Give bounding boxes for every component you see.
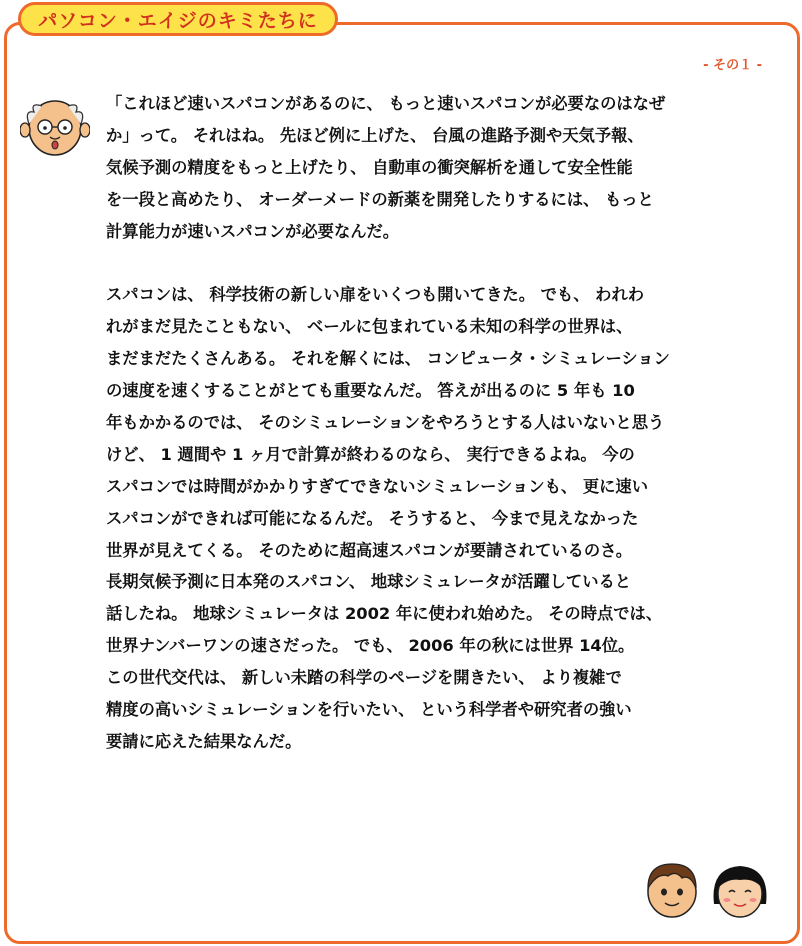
part-label: - その１ - (703, 58, 762, 73)
text-line: まだまだたくさんある。 それを解くには、 コンピュータ・シミュレーション (106, 349, 670, 369)
text-line: けど、 1 週間や 1 ヶ月で計算が終わるのなら、 実行できるよね。 今の (106, 444, 635, 464)
text-line: スパコンができれば可能になるんだ。 そうすると、 今まで見えなかった (106, 508, 639, 528)
text-line: スパコンでは時間がかかりすぎてできないシミュレーションも、 更に速い (106, 476, 648, 496)
text-line: 年もかかるのでは、 そのシミュレーションをやろうとする人はいないと思う (106, 413, 665, 433)
text-line: か」って。 それはね。 先ほど例に上げた、 台風の進路予測や天気予報、 (106, 125, 644, 145)
text-line: 世界が見えてくる。 そのために超高速スパコンが要請されているのさ。 (106, 540, 633, 560)
text-line: スパコンは、 科学技術の新しい扉をいくつも開いてきた。 でも、 われわ (106, 285, 645, 305)
text-line: れがまだ見たこともない、 ベールに包まれている未知の科学の世界は、 (106, 317, 633, 337)
text-line: 計算能力が速いスパコンが必要なんだ。 (106, 221, 400, 241)
text-line: この世代交代は、 新しい未踏の科学のページを開きたい、 より複雑で (106, 668, 622, 688)
text-line: 話したね。 地球シミュレータは 2002 年に使われ始めた。 その時点では、 (106, 604, 663, 624)
article-body (106, 88, 706, 758)
title-tab (18, 2, 338, 36)
text-line: 要請に応えた結果なんだ。 (106, 731, 302, 751)
text-line: 「これほど速いスパコンがあるのに、 もっと速いスパコンが必要なのはなぜ (106, 94, 666, 113)
children-icon (642, 854, 772, 924)
text-line: の速度を速くすることがとても重要なんだ。 答えが出るのに 5 年も 10 (106, 381, 635, 401)
text-line: 長期気候予測に日本発のスパコン、 地球シミュレータが活躍していると (106, 572, 632, 592)
professor-icon (20, 92, 90, 158)
paragraph-gap (106, 247, 706, 279)
paragraph-2 (106, 279, 706, 757)
text-line: 世界ナンバーワンの速さだった。 でも、 2006 年の秋には世界 14位。 (106, 636, 635, 656)
text-line: 気候予測の精度をもっと上げたり、 自動車の衝突解析を通して安全性能 (106, 157, 633, 177)
text-line: 精度の高いシミュレーションを行いたい、 という科学者や研究者の強い (106, 700, 632, 720)
paragraph-1 (106, 88, 706, 247)
text-line: を一段と高めたり、 オーダーメードの新薬を開発したりするには、 もっと (106, 189, 654, 209)
page-title: パソコン・エイジのキミたちに (38, 9, 318, 32)
